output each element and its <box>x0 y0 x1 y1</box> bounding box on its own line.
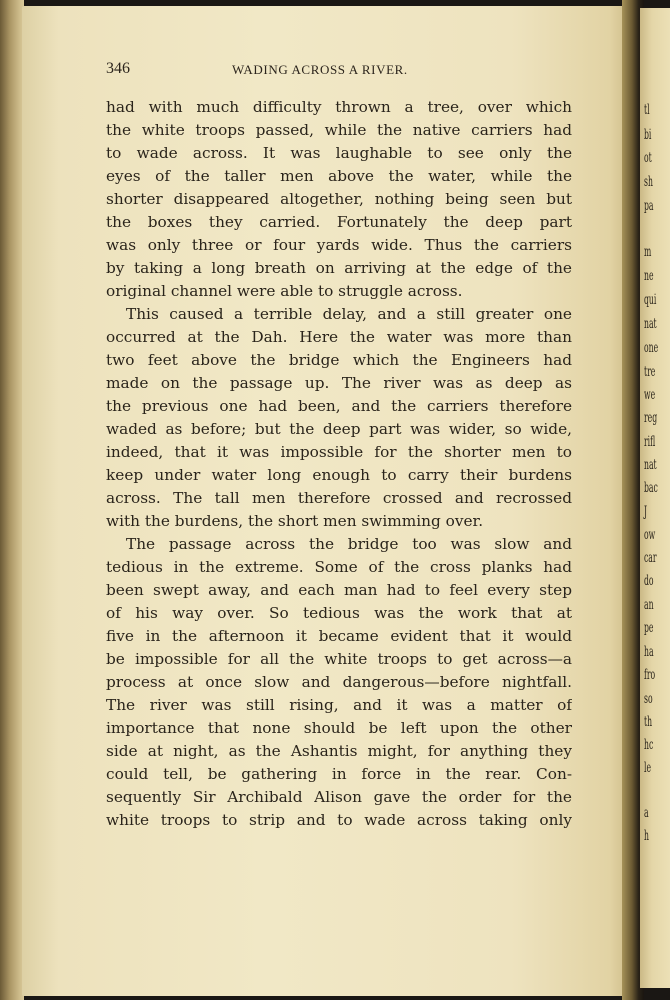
text-line: across. The tall men therefore crossed and recrossed <box>106 489 572 507</box>
next-page-fragment: h <box>644 828 649 844</box>
text-line: side at night, as the Ashantis might, for anything they <box>106 742 572 760</box>
next-page-fragment: bi <box>644 127 652 143</box>
page-header <box>106 60 572 84</box>
next-page-fragment: qui <box>644 292 657 308</box>
text-line: had with much difficulty thrown a tree, over which <box>106 98 572 116</box>
next-page-fragment: a <box>644 805 649 821</box>
text-line: The river was still rising, and it was a matter of <box>106 696 572 714</box>
text-line: two feet above the bridge which the Engineers had <box>106 351 572 369</box>
next-page-fragment: th <box>644 714 653 730</box>
next-page-fragment: reg <box>644 410 658 426</box>
text-line: be impossible for all the white troops to get across—a <box>106 650 572 668</box>
text-line: been swept away, and each man had to feel every step <box>106 581 572 599</box>
text-line: white troops to strip and to wade across taking only <box>106 811 572 829</box>
running-head: WADING ACROSS A RIVER. <box>232 62 408 77</box>
next-page-fragment: bac <box>644 480 658 496</box>
text-line: with the burdens, the short men swimming over. <box>106 512 484 530</box>
next-page-fragment: m <box>644 244 652 260</box>
next-page-fragment: tre <box>644 364 656 380</box>
body-text <box>106 96 572 832</box>
next-page-fragment: sh <box>644 174 653 190</box>
next-page-fragment: do <box>644 573 654 589</box>
text-line: by taking a long breath on arriving at the edge of the <box>106 259 572 277</box>
text-line: process at once slow and dangerous—before nightfall. <box>106 673 572 691</box>
text-line: This caused a terrible delay, and a still greater one <box>126 305 572 323</box>
next-page-fragment: pe <box>644 620 654 636</box>
text-line: importance that none should be left upon the other <box>106 719 572 737</box>
text-line: the boxes they carried. Fortunately the deep part <box>106 213 572 231</box>
next-page-fragment: nat <box>644 316 657 332</box>
next-page-fragment: le <box>644 760 652 776</box>
next-page-edge <box>640 8 670 988</box>
text-line: occurred at the Dah. Here the water was more than <box>106 328 572 346</box>
text-line: indeed, that it was impossible for the shorter men to <box>106 443 572 461</box>
next-page-fragment: fro <box>644 667 656 683</box>
text-line: was only three or four yards wide. Thus the carriers <box>106 236 572 254</box>
text-line: of his way over. So tedious was the work that at <box>106 604 572 622</box>
next-page-fragment: pa <box>644 198 654 214</box>
next-page-fragment: car <box>644 550 657 566</box>
next-page-fragment: tl <box>644 102 650 118</box>
next-page-fragment: ne <box>644 268 654 284</box>
text-line: waded as before; but the deep part was wider, so wide, <box>106 420 572 438</box>
next-page-fragment: ow <box>644 527 656 543</box>
next-page-fragment: rifl <box>644 434 656 450</box>
page-number: 346 <box>106 60 130 77</box>
text-line: to wade across. It was laughable to see only the <box>106 144 572 162</box>
next-page-fragment: J <box>644 504 648 520</box>
next-page-fragment: one <box>644 340 659 356</box>
text-line: the previous one had been, and the carriers therefore <box>106 397 572 415</box>
text-line: the white troops passed, while the native carriers had <box>106 121 572 139</box>
next-page-fragment: so <box>644 691 653 707</box>
text-line: original channel were able to struggle across. <box>106 282 463 300</box>
text-line: five in the afternoon it became evident that it would <box>106 627 572 645</box>
text-line: sequently Sir Archibald Alison gave the order for the <box>106 788 572 806</box>
text-line: shorter disappeared altogether, nothing being seen but <box>106 190 572 208</box>
next-page-fragment: we <box>644 387 656 403</box>
text-line: The passage across the bridge too was slow and <box>126 535 572 553</box>
next-page-fragment: ha <box>644 644 654 660</box>
text-line: made on the passage up. The river was as deep as <box>106 374 572 392</box>
text-line: could tell, be gathering in force in the rear. Con- <box>106 765 572 783</box>
text-line: tedious in the extreme. Some of the cross planks had <box>106 558 572 576</box>
next-page-fragment: nat <box>644 457 657 473</box>
next-page-fragment: an <box>644 597 654 613</box>
text-line: keep under water long enough to carry their burdens <box>106 466 572 484</box>
next-page-fragment: hc <box>644 737 654 753</box>
text-line: eyes of the taller men above the water, while the <box>106 167 572 185</box>
left-page-edge <box>0 0 24 1000</box>
next-page-fragment: ot <box>644 150 652 166</box>
